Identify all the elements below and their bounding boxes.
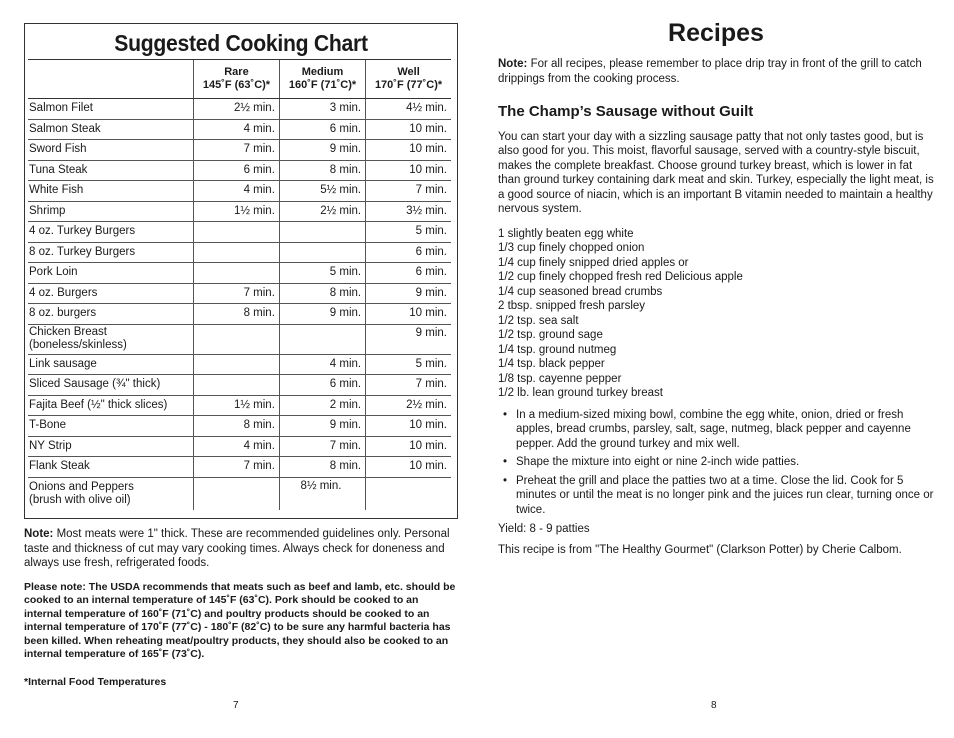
time-cell-rare: 8 min. xyxy=(194,304,280,325)
time-cell-medium: 2 min. xyxy=(279,395,365,416)
ingredient-list xyxy=(498,227,934,401)
table-row xyxy=(28,140,451,161)
food-item-cell: Salmon Steak xyxy=(28,119,194,140)
time-cell-well xyxy=(366,477,451,510)
time-cell-medium: 8 min. xyxy=(279,160,365,181)
time-cell-medium: 7 min. xyxy=(279,436,365,457)
header-well: Well 170˚F (77˚C)* xyxy=(366,60,451,99)
food-item-cell: Onions and Peppers (brush with olive oil) xyxy=(29,480,134,506)
food-item-cell: Pork Loin xyxy=(28,263,194,284)
table-row xyxy=(28,242,451,263)
recipe-title: The Champ’s Sausage without Guilt xyxy=(498,103,754,120)
time-cell-medium: 6 min. xyxy=(279,119,365,140)
step-item: • Preheat the grill and place the patties two at a time. Close the lid. Cook for 5 minutes or until the meat is no longer pink and the juices run clear, turning once or twice. xyxy=(516,474,934,518)
time-cell-rare xyxy=(194,242,280,263)
ingredient-item: 1/4 tsp. black pepper xyxy=(498,358,605,370)
time-cell-well: 5 min. xyxy=(366,222,451,243)
time-cell-rare: 4 min. xyxy=(194,436,280,457)
table-row xyxy=(28,324,451,354)
time-cell-medium: 9 min. xyxy=(279,140,365,161)
time-cell-medium: 9 min. xyxy=(279,416,365,437)
time-cell-rare: 7 min. xyxy=(194,283,280,304)
table-row xyxy=(28,119,451,140)
ingredient-item: 1/4 cup seasoned bread crumbs xyxy=(498,285,663,298)
food-item-cell: Link sausage xyxy=(28,354,194,375)
ingredient-item: 1/2 lb. lean ground turkey breast xyxy=(498,387,663,399)
food-item-cell: T-Bone xyxy=(28,416,194,437)
food-item-cell: Salmon Filet xyxy=(28,99,194,120)
step-item: • In a medium-sized mixing bowl, combine the egg white, onion, dried or fresh apples, bread crumbs, parsley, salt, sage, nutmeg, black pepper and cayenne pepper. Add the ground turkey and mix well. xyxy=(516,408,934,452)
time-cell-well: 3½ min. xyxy=(366,201,451,222)
food-item-cell: 8 oz. burgers xyxy=(28,304,194,325)
header-medium: Medium 160˚F (71˚C)* xyxy=(279,60,365,99)
ingredient-item: 1/3 cup finely chopped onion xyxy=(498,242,645,254)
table-row xyxy=(28,99,451,120)
food-item-cell: Sliced Sausage (¾" thick) xyxy=(28,375,194,396)
food-item-cell: Tuna Steak xyxy=(28,160,194,181)
food-item-cell: Chicken Breast (boneless/skinless) xyxy=(28,324,194,354)
ingredient-item: 1/2 tsp. sea salt xyxy=(498,314,579,327)
recipe-intro: You can start your day with a sizzling sausage patty that not only tastes good, but is also good for you. This moist, flavorful sausage, served with a country-style biscuit, makes the complete breakfast. Choose ground turkey breast, which is lower in fat than ground turkey containing dark meat and skin. Turkey, especially the light meat, is a good source of niacin, which is an important B vitamin needed to maintain a healthy nervous system. xyxy=(498,130,934,215)
table-header-row xyxy=(28,60,451,99)
time-cell-rare: 1½ min. xyxy=(194,201,280,222)
cooking-chart-table xyxy=(28,59,451,510)
table-row xyxy=(28,283,451,304)
ingredient-item: 1/2 tsp. ground sage xyxy=(498,329,603,341)
table-row xyxy=(28,477,451,510)
time-cell-rare xyxy=(194,375,280,396)
ingredient-item: 2 tbsp. snipped fresh parsley xyxy=(498,300,646,312)
step-list xyxy=(498,408,934,518)
time-cell-well: 10 min. xyxy=(366,304,451,325)
ingredient-item: 1/4 cup finely snipped dried apples or xyxy=(498,256,689,269)
time-cell-well: 10 min. xyxy=(366,140,451,161)
cooking-chart-box xyxy=(24,23,458,519)
time-cell-well: 9 min. xyxy=(366,324,451,354)
time-cell-rare: 8 min. xyxy=(194,416,280,437)
time-cell-well: 10 min. xyxy=(366,119,451,140)
table-row xyxy=(28,181,451,202)
ingredient-item: 1/2 cup finely chopped fresh red Delicious apple xyxy=(498,271,743,283)
time-cell-medium xyxy=(279,222,365,243)
time-cell-well: 10 min. xyxy=(366,416,451,437)
usda-note: Please note: The USDA recommends that meats such as beef and lamb, etc. should be cooked to an internal temperature of 145˚F (63˚C). Pork should be cooked to an internal temperature of 160˚F (71˚C) and poultry products should be cooked to an internal temperature of 170˚F (77˚C) - 180˚F (82˚C) to be sure any harmful bacteria has been killed. When reheating meat/poultry products, they should also be cooked to an internal temperature of 165˚F (73˚C). xyxy=(24,580,456,660)
time-cell-rare: 2½ min. xyxy=(194,99,280,120)
recipes-title: Recipes xyxy=(668,19,764,47)
recipe-yield: Yield: 8 - 9 patties xyxy=(498,523,590,535)
time-cell-well: 6 min. xyxy=(366,263,451,284)
left-page xyxy=(24,23,458,688)
time-cell-well: 7 min. xyxy=(366,181,451,202)
chart-title: Suggested Cooking Chart xyxy=(114,30,368,56)
time-cell-rare: 1½ min. xyxy=(194,395,280,416)
table-row xyxy=(28,160,451,181)
time-cell-well: 9 min. xyxy=(366,283,451,304)
time-cell-medium xyxy=(279,242,365,263)
food-item-cell: 4 oz. Turkey Burgers xyxy=(28,222,194,243)
time-cell-well: 10 min. xyxy=(366,436,451,457)
page-number-right: 8 xyxy=(711,700,717,711)
time-cell-medium: 8½ min. xyxy=(279,477,365,510)
time-cell-medium: 8 min. xyxy=(279,283,365,304)
food-item-cell: 8 oz. Turkey Burgers xyxy=(28,242,194,263)
table-row xyxy=(28,304,451,325)
time-cell-rare xyxy=(194,354,280,375)
table-row xyxy=(28,201,451,222)
time-cell-rare: 4 min. xyxy=(194,119,280,140)
table-row xyxy=(28,395,451,416)
table-body xyxy=(28,99,451,510)
header-rare: Rare 145˚F (63˚C)* xyxy=(194,60,280,99)
time-cell-well: 6 min. xyxy=(366,242,451,263)
food-item-cell: White Fish xyxy=(28,181,194,202)
time-cell-well: 7 min. xyxy=(366,375,451,396)
time-cell-rare: 7 min. xyxy=(194,457,280,478)
food-item-cell: Shrimp xyxy=(28,201,194,222)
time-cell-medium: 4 min. xyxy=(279,354,365,375)
recipe-source: This recipe is from "The Healthy Gourmet" (Clarkson Potter) by Cherie Calbom. xyxy=(498,543,902,556)
time-cell-medium: 9 min. xyxy=(279,304,365,325)
table-row xyxy=(28,375,451,396)
time-cell-medium: 5 min. xyxy=(279,263,365,284)
time-cell-rare xyxy=(194,222,280,243)
time-cell-rare: 4 min. xyxy=(194,181,280,202)
time-cell-medium: 2½ min. xyxy=(279,201,365,222)
food-item-cell: Sword Fish xyxy=(28,140,194,161)
step-item: • Shape the mixture into eight or nine 2-inch wide patties. xyxy=(516,455,934,470)
time-cell-well: 5 min. xyxy=(366,354,451,375)
food-item-cell: Flank Steak xyxy=(28,457,194,478)
header-item xyxy=(28,60,194,99)
time-cell-rare xyxy=(194,477,280,510)
time-cell-medium: 5½ min. xyxy=(279,181,365,202)
time-cell-medium: 3 min. xyxy=(279,99,365,120)
ingredient-item: 1/4 tsp. ground nutmeg xyxy=(498,343,617,356)
time-cell-well: 10 min. xyxy=(366,160,451,181)
time-cell-rare xyxy=(194,324,280,354)
time-cell-well: 10 min. xyxy=(366,457,451,478)
time-cell-rare: 6 min. xyxy=(194,160,280,181)
page-number-left: 7 xyxy=(233,700,239,711)
chart-note: Note: Most meats were 1" thick. These are recommended guidelines only. Personal taste and thickness of cut may vary cooking times. Always check for doneness and always use fresh, refrigerated foods. xyxy=(24,528,450,569)
time-cell-well: 4½ min. xyxy=(366,99,451,120)
table-row xyxy=(28,354,451,375)
table-row xyxy=(28,416,451,437)
time-cell-medium: 6 min. xyxy=(279,375,365,396)
table-row xyxy=(28,436,451,457)
table-row xyxy=(28,457,451,478)
time-cell-rare: 7 min. xyxy=(194,140,280,161)
food-item-cell: Fajita Beef (½" thick slices) xyxy=(28,395,194,416)
time-cell-medium: 8 min. xyxy=(279,457,365,478)
food-item-cell: 4 oz. Burgers xyxy=(28,283,194,304)
internal-temps-footnote: *Internal Food Temperatures xyxy=(24,675,167,688)
recipes-note: Note: For all recipes, please remember to place drip tray in front of the grill to catch drippings from the cooking process. xyxy=(498,58,922,85)
ingredient-item: 1/8 tsp. cayenne pepper xyxy=(498,372,622,385)
food-item-cell: NY Strip xyxy=(28,436,194,457)
time-cell-medium xyxy=(279,324,365,354)
time-cell-well: 2½ min. xyxy=(366,395,451,416)
time-cell-rare xyxy=(194,263,280,284)
right-page xyxy=(498,16,934,557)
table-row xyxy=(28,263,451,284)
table-row xyxy=(28,222,451,243)
ingredient-item: 1 slightly beaten egg white xyxy=(498,227,634,240)
